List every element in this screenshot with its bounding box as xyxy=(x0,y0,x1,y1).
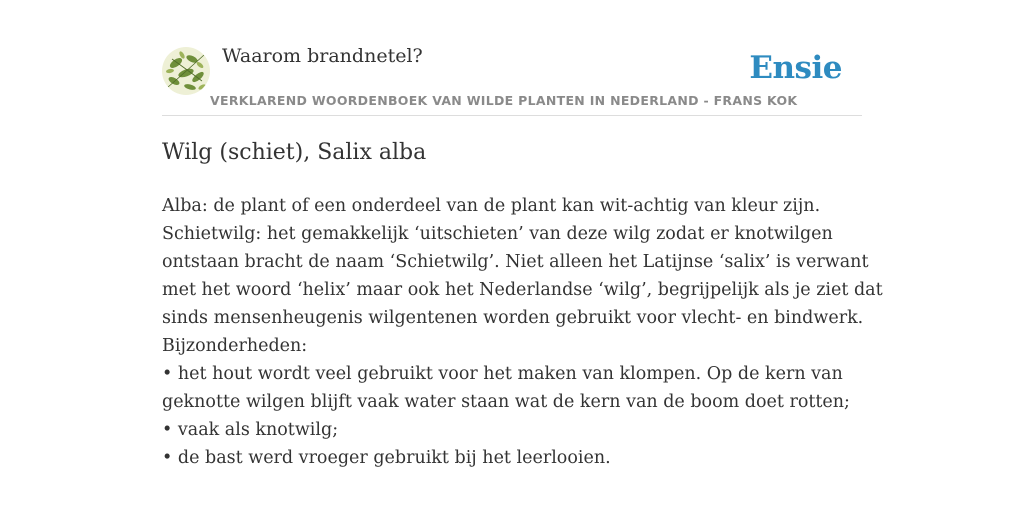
source-subtitle[interactable]: VERKLAREND WOORDENBOEK VAN WILDE PLANTEN IN NEDERLAND - FRANS KOK xyxy=(210,93,798,108)
entry-line: • het hout wordt veel gebruikt voor het maken van klompen. Op de kern van xyxy=(162,364,843,384)
entry-line: ontstaan bracht de naam ‘Schietwilg’. Niet alleen het Latijnse ‘salix’ is verwant xyxy=(162,252,869,272)
nettle-leaves-icon xyxy=(162,47,210,95)
entry-line: sinds mensenheugenis wilgentenen worden gebruikt voor vlecht- en bindwerk. xyxy=(162,308,864,328)
brand-logo[interactable]: Ensie xyxy=(749,50,842,86)
entry-body xyxy=(162,192,883,472)
entry-line: Schietwilg: het gemakkelijk ‘uitschieten’ van deze wilg zodat er knotwilgen xyxy=(162,224,833,244)
entry-line: Alba: de plant of een onderdeel van de plant kan wit-achtig van kleur zijn. xyxy=(162,196,821,216)
entry-line: • de bast werd vroeger gebruikt bij het leerlooien. xyxy=(162,448,611,468)
header-divider xyxy=(162,115,862,116)
entry-line: Bijzonderheden: xyxy=(162,336,308,356)
entry-line: • vaak als knotwilg; xyxy=(162,420,339,440)
entry-line: met het woord ‘helix’ maar ook het Nederlandse ‘wilg’, begrijpelijk als je ziet dat xyxy=(162,280,883,300)
entry-title: Wilg (schiet), Salix alba xyxy=(162,140,427,165)
avatar xyxy=(162,47,210,95)
question-link[interactable]: Waarom brandnetel? xyxy=(222,45,423,67)
entry-line: geknotte wilgen blijft vaak water staan wat de kern van de boom doet rotten; xyxy=(162,392,850,412)
